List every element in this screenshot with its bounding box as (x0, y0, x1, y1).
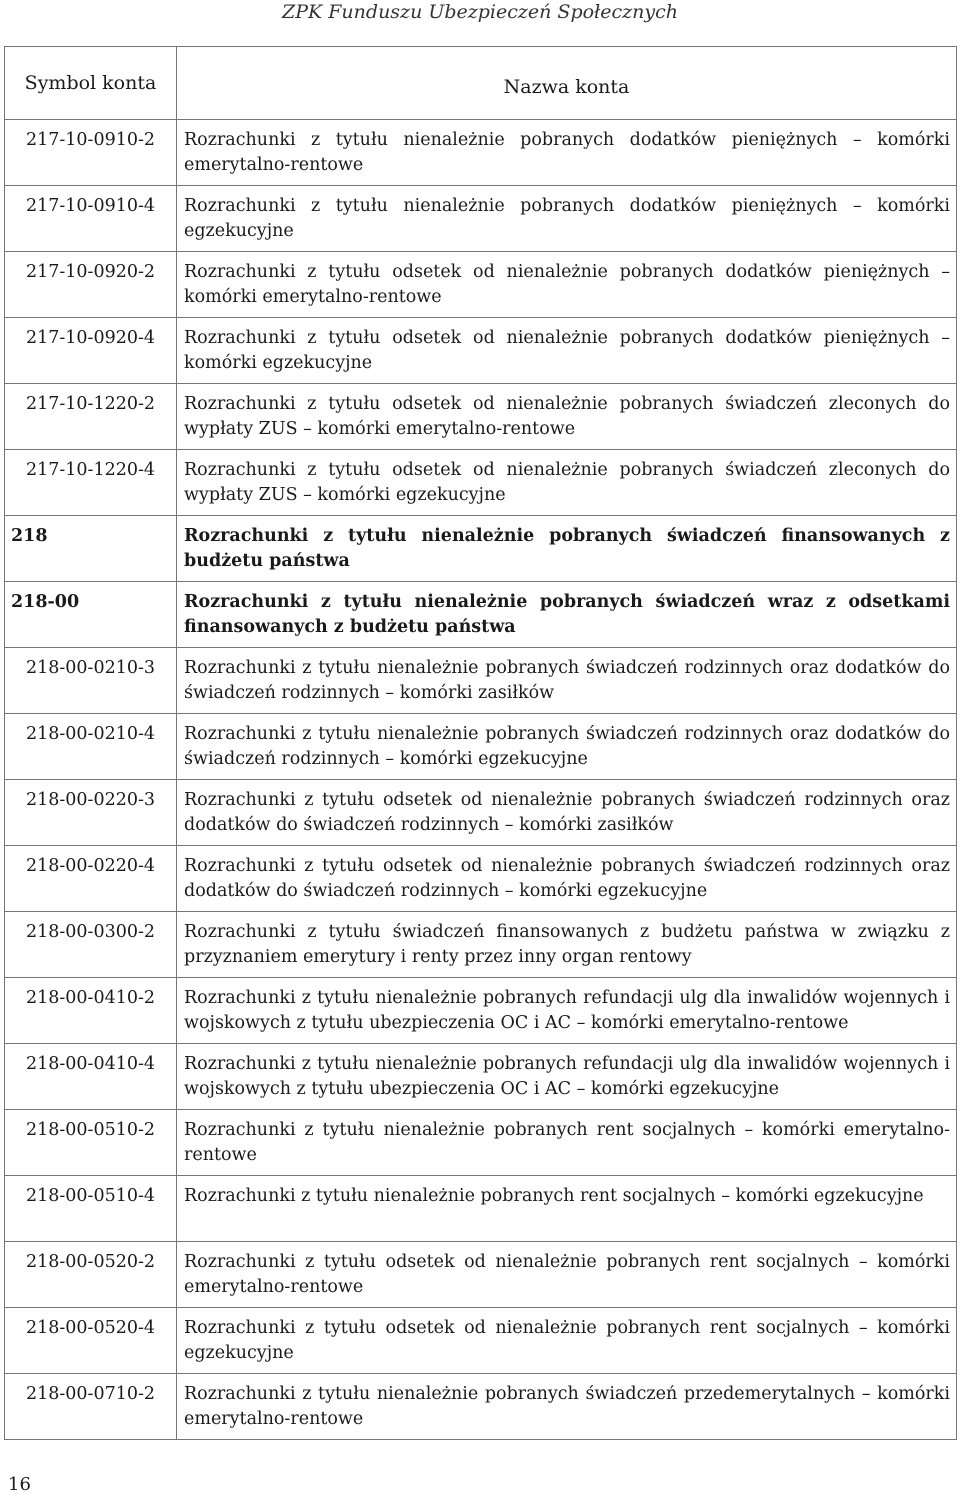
account-symbol: 218-00-0220-3 (5, 780, 177, 846)
account-name: Rozrachunki z tytułu odsetek od nienależnie pobranych rent socjalnych – komórki egzekucyjne (177, 1308, 957, 1374)
table-row (5, 318, 957, 384)
account-symbol: 218-00-0510-2 (5, 1110, 177, 1176)
account-symbol: 218-00-0220-4 (5, 846, 177, 912)
account-symbol: 218-00-0300-2 (5, 912, 177, 978)
table-row (5, 714, 957, 780)
table-row (5, 1308, 957, 1374)
table-row (5, 450, 957, 516)
account-name: Rozrachunki z tytułu nienależnie pobranych dodatków pieniężnych – komórki egzekucyjne (177, 186, 957, 252)
table-row (5, 648, 957, 714)
table-row (5, 1242, 957, 1308)
page-number: 16 (8, 1474, 31, 1495)
account-symbol: 218-00-0410-2 (5, 978, 177, 1044)
account-symbol: 218-00-0520-4 (5, 1308, 177, 1374)
table-row (5, 384, 957, 450)
account-symbol: 218-00-0210-3 (5, 648, 177, 714)
account-symbol: 217-10-1220-4 (5, 450, 177, 516)
account-name: Rozrachunki z tytułu nienależnie pobranych świadczeń przedemerytalnych – komórki emerytalno-rentowe (177, 1374, 957, 1440)
table-row (5, 582, 957, 648)
account-symbol: 218-00-0410-4 (5, 1044, 177, 1110)
account-name: Rozrachunki z tytułu nienależnie pobranych rent socjalnych – komórki egzekucyjne (177, 1176, 957, 1242)
account-name: Rozrachunki z tytułu odsetek od nienależnie pobranych dodatków pieniężnych – komórki egzekucyjne (177, 318, 957, 384)
account-name: Rozrachunki z tytułu odsetek od nienależnie pobranych rent socjalnych – komórki emerytalno-rentowe (177, 1242, 957, 1308)
account-symbol: 217-10-0920-4 (5, 318, 177, 384)
running-header: ZPK Funduszu Ubezpieczeń Społecznych (282, 1, 678, 23)
account-name: Rozrachunki z tytułu odsetek od nienależnie pobranych świadczeń rodzinnych oraz dodatków do świadczeń rodzinnych – komórki zasiłków (177, 780, 957, 846)
account-name: Rozrachunki z tytułu świadczeń finansowanych z budżetu państwa w związku z przyznaniem emerytury i renty przez inny organ rentowy (177, 912, 957, 978)
account-name: Rozrachunki z tytułu odsetek od nienależnie pobranych świadczeń rodzinnych oraz dodatków do świadczeń rodzinnych – komórki egzekucyjne (177, 846, 957, 912)
accounts-table-container (4, 46, 956, 1440)
account-symbol: 218-00-0510-4 (5, 1176, 177, 1242)
table-header (5, 47, 957, 120)
table-row (5, 120, 957, 186)
table-row (5, 1044, 957, 1110)
account-symbol: 217-10-1220-2 (5, 384, 177, 450)
header-row (5, 47, 957, 120)
table-row (5, 186, 957, 252)
account-name: Rozrachunki z tytułu nienależnie pobranych refundacji ulg dla inwalidów wojennych i wojskowych z tytułu ubezpieczenia OC i AC – komórki emerytalno-rentowe (177, 978, 957, 1044)
column-header-name: Nazwa konta (177, 47, 957, 120)
account-name: Rozrachunki z tytułu nienależnie pobranych świadczeń finansowanych z budżetu państwa (177, 516, 957, 582)
account-symbol: 218-00 (5, 582, 177, 648)
account-name: Rozrachunki z tytułu nienależnie pobranych rent socjalnych – komórki emerytalno-rentowe (177, 1110, 957, 1176)
accounts-table (4, 46, 957, 1440)
account-name: Rozrachunki z tytułu nienależnie pobranych świadczeń rodzinnych oraz dodatków do świadczeń rodzinnych – komórki egzekucyjne (177, 714, 957, 780)
account-symbol: 217-10-0910-4 (5, 186, 177, 252)
account-symbol: 217-10-0920-2 (5, 252, 177, 318)
table-row (5, 252, 957, 318)
table-row (5, 780, 957, 846)
account-name: Rozrachunki z tytułu nienależnie pobranych świadczeń rodzinnych oraz dodatków do świadczeń rodzinnych – komórki zasiłków (177, 648, 957, 714)
account-symbol: 218-00-0210-4 (5, 714, 177, 780)
account-name: Rozrachunki z tytułu odsetek od nienależnie pobranych świadczeń zleconych do wypłaty ZUS – komórki emerytalno-rentowe (177, 384, 957, 450)
table-row (5, 912, 957, 978)
account-name: Rozrachunki z tytułu nienależnie pobranych świadczeń wraz z odsetkami finansowanych z budżetu państwa (177, 582, 957, 648)
account-symbol: 218 (5, 516, 177, 582)
table-row (5, 846, 957, 912)
table-row (5, 1374, 957, 1440)
account-symbol: 217-10-0910-2 (5, 120, 177, 186)
account-name: Rozrachunki z tytułu odsetek od nienależnie pobranych świadczeń zleconych do wypłaty ZUS – komórki egzekucyjne (177, 450, 957, 516)
table-row (5, 1176, 957, 1242)
account-name: Rozrachunki z tytułu nienależnie pobranych refundacji ulg dla inwalidów wojennych i wojskowych z tytułu ubezpieczenia OC i AC – komórki egzekucyjne (177, 1044, 957, 1110)
account-name: Rozrachunki z tytułu odsetek od nienależnie pobranych dodatków pieniężnych – komórki emerytalno-rentowe (177, 252, 957, 318)
column-header-symbol: Symbol konta (5, 47, 177, 120)
table-row (5, 1110, 957, 1176)
account-name: Rozrachunki z tytułu nienależnie pobranych dodatków pieniężnych – komórki emerytalno-rentowe (177, 120, 957, 186)
account-symbol: 218-00-0520-2 (5, 1242, 177, 1308)
table-body (5, 120, 957, 1440)
table-row (5, 516, 957, 582)
table-row (5, 978, 957, 1044)
account-symbol: 218-00-0710-2 (5, 1374, 177, 1440)
